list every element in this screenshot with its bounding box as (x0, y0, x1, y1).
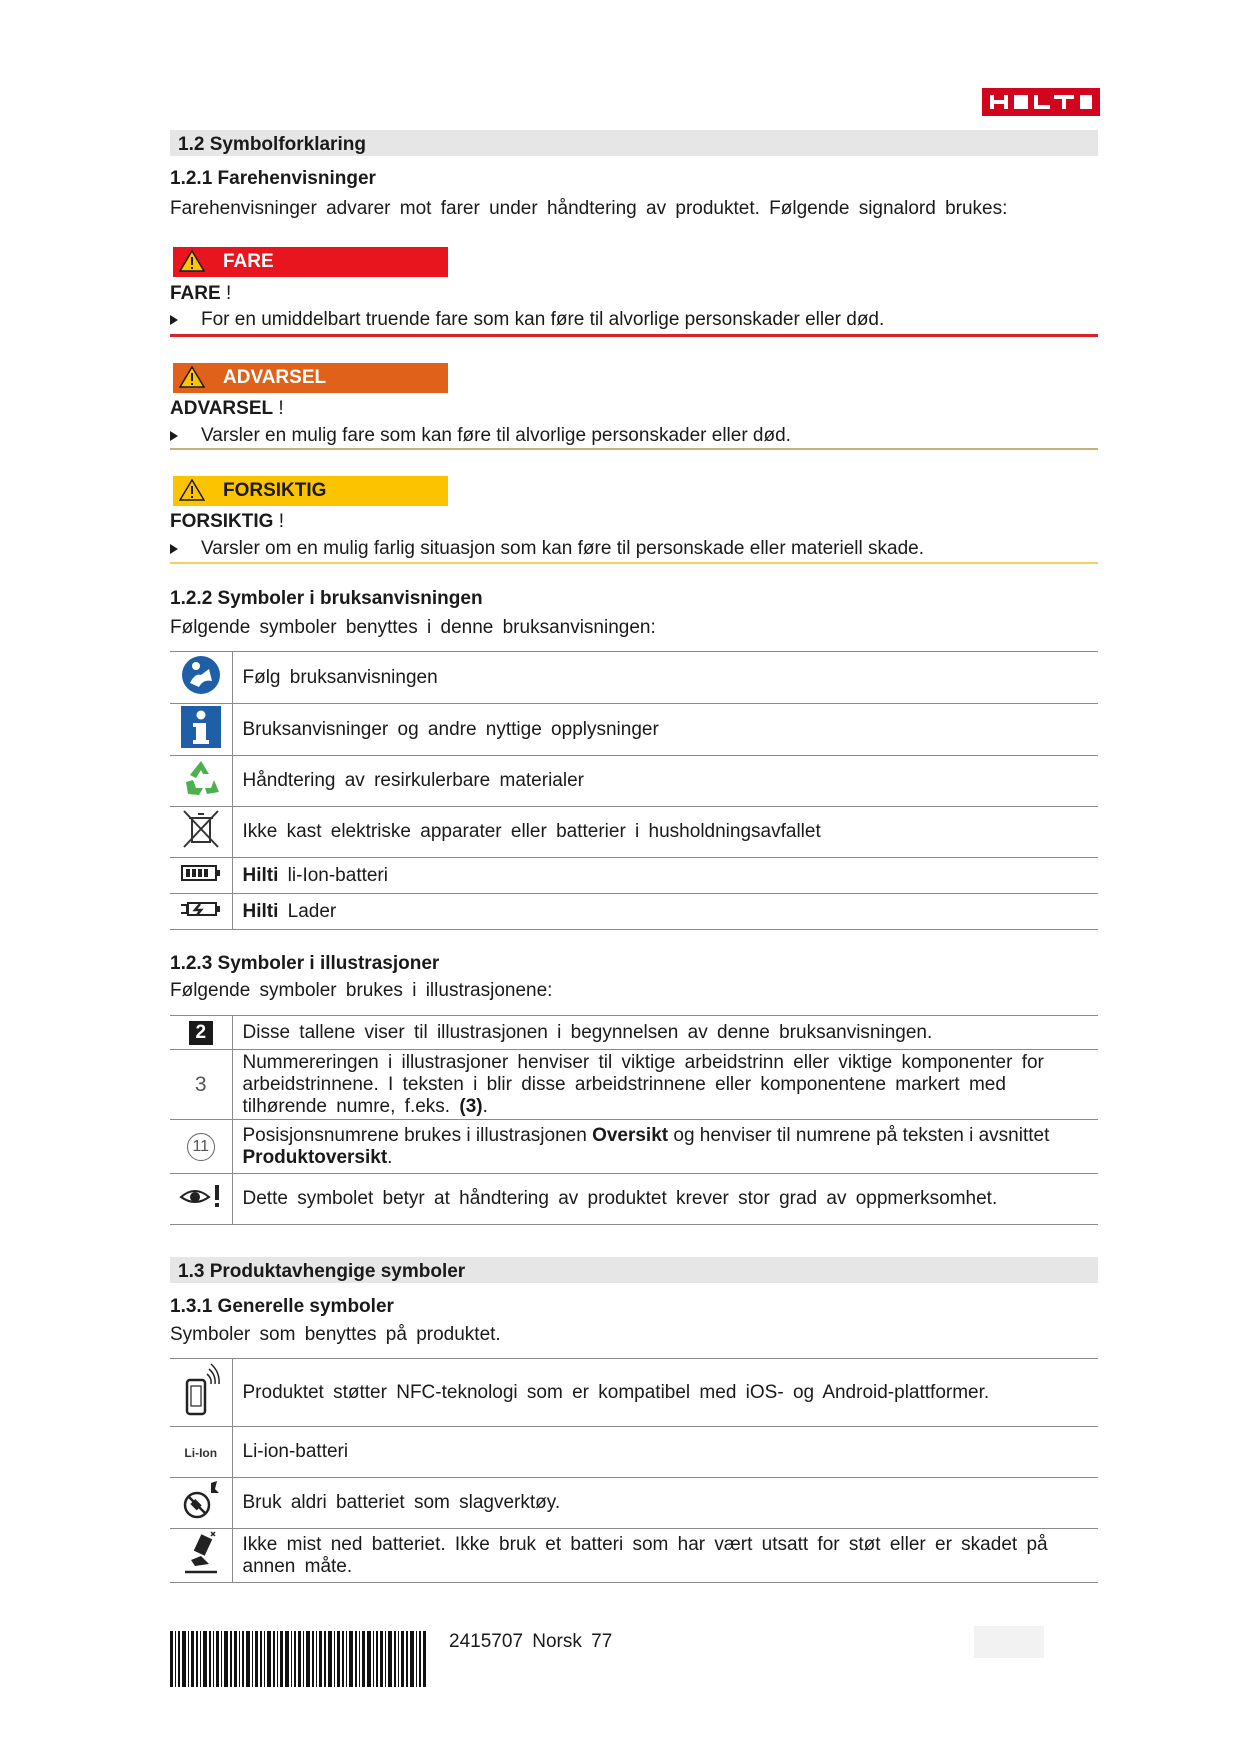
nfc-phone-icon (181, 1362, 221, 1418)
table-row (170, 1478, 1098, 1529)
doc-number: 2415707 (449, 1631, 523, 1652)
footer-box (974, 1626, 1044, 1658)
drop-battery-icon (181, 1530, 221, 1576)
battery-icon (181, 864, 221, 882)
symbol-description: Bruksanvisninger og andre nyttige opplysninger (232, 704, 1098, 756)
figure-number-icon: 2 (189, 1021, 213, 1045)
symbol-description: Ikke kast elektriske apparater eller batterier i husholdningsavfallet (232, 807, 1098, 858)
attention-eye-icon (179, 1183, 223, 1209)
symbol-table-manual (170, 651, 1098, 930)
symbol-table-product (170, 1358, 1098, 1583)
signal-word-advarsel: ADVARSEL ! (170, 398, 284, 419)
table-row (170, 858, 1098, 894)
subsection-heading-1-2-2: 1.2.2 Symboler i bruksanvisningen (170, 588, 483, 609)
subsection-heading-1-3-1: 1.3.1 Generelle symboler (170, 1296, 394, 1317)
symbol-description: Nummereringen i illustrasjoner henviser til viktige arbeidstrinn eller viktige komponenter for arbeidstrinnene. I teksten i blir disse arbeidstrinnene eller komponentene markert med tilhørende numre, f.eks. (3). (232, 1050, 1098, 1120)
barcode (170, 1631, 426, 1687)
table-row (170, 894, 1098, 930)
symbol-description: Følg bruksanvisningen (232, 652, 1098, 704)
symbol-description: Disse tallene viser til illustrasjonen i begynnelsen av denne bruksanvisningen. (232, 1016, 1098, 1050)
crossed-bin-icon (181, 808, 221, 850)
signal-word-forsiktig: FORSIKTIG ! (170, 511, 285, 532)
no-hammer-icon (181, 1479, 221, 1521)
table-row (170, 1529, 1098, 1583)
table-row (170, 1050, 1098, 1120)
table-row (170, 704, 1098, 756)
symbol-table-illustrations (170, 1015, 1098, 1225)
intro-text-1-2-3: Følgende symboler brukes i illustrasjonene: (170, 980, 553, 1001)
table-row (170, 1359, 1098, 1427)
charger-icon (180, 899, 222, 919)
table-row (170, 1016, 1098, 1050)
table-row (170, 1427, 1098, 1478)
signal-panel-advarsel: ADVARSEL (173, 363, 448, 393)
section-heading-1-2: 1.2 Symbolforklaring (170, 130, 1098, 156)
li-ion-label-icon: Li-Ion (184, 1446, 218, 1460)
table-row (170, 807, 1098, 858)
table-row (170, 1120, 1098, 1174)
symbol-description: Li-ion-batteri (232, 1427, 1098, 1478)
section-heading-1-3: 1.3 Produktavhengige symboler (170, 1257, 1098, 1283)
subsection-heading-1-2-3: 1.2.3 Symboler i illustrasjoner (170, 953, 440, 974)
footer-doc-info (449, 1631, 612, 1653)
signal-panel-forsiktig: FORSIKTIG (173, 476, 448, 506)
subsection-heading-1-2-1: 1.2.1 Farehenvisninger (170, 168, 376, 189)
rule-forsiktig (170, 562, 1098, 564)
symbol-description: Dette symbolet betyr at håndtering av produktet krever stor grad av oppmerksomhet. (232, 1174, 1098, 1225)
recycle-icon (181, 758, 221, 798)
doc-language: Norsk (532, 1631, 582, 1652)
page-number: 77 (591, 1631, 613, 1652)
intro-text-1-2-2: Følgende symboler benyttes i denne bruksanvisningen: (170, 617, 656, 638)
table-row (170, 756, 1098, 807)
symbol-description: Hilti Lader (232, 894, 1098, 930)
intro-text-1-2-1: Farehenvisninger advarer mot farer under håndtering av produktet. Følgende signalord brukes: (170, 198, 1008, 219)
read-manual-icon (181, 655, 221, 695)
warning-triangle-icon (179, 250, 205, 272)
signal-panel-fare: FARE (173, 247, 448, 277)
signal-word-fare: FARE ! (170, 283, 232, 304)
position-number-icon: 11 (187, 1133, 215, 1161)
hilti-logo (982, 88, 1100, 116)
step-number-icon: 3 (194, 1072, 207, 1096)
symbol-description: Ikke mist ned batteriet. Ikke bruk et batteri som har vært utsatt for støt eller er skadet på annen måte. (232, 1529, 1098, 1583)
symbol-description: Produktet støtter NFC-teknologi som er kompatibel med iOS- og Android-plattformer. (232, 1359, 1098, 1427)
rule-advarsel (170, 448, 1098, 450)
table-row (170, 1174, 1098, 1225)
info-icon (181, 706, 221, 748)
rule-fare (170, 334, 1098, 337)
symbol-description: Håndtering av resirkulerbare materialer (232, 756, 1098, 807)
table-row (170, 652, 1098, 704)
intro-text-1-3-1: Symboler som benyttes på produktet. (170, 1324, 501, 1345)
warning-triangle-icon (179, 366, 205, 388)
symbol-description: Posisjonsnumrene brukes i illustrasjonen Oversikt og henviser til numrene på teksten i avsnittet Produktoversikt. (232, 1120, 1098, 1174)
symbol-description: Hilti li-Ion-batteri (232, 858, 1098, 894)
symbol-description: Bruk aldri batteriet som slagverktøy. (232, 1478, 1098, 1529)
warning-triangle-icon (179, 479, 205, 501)
